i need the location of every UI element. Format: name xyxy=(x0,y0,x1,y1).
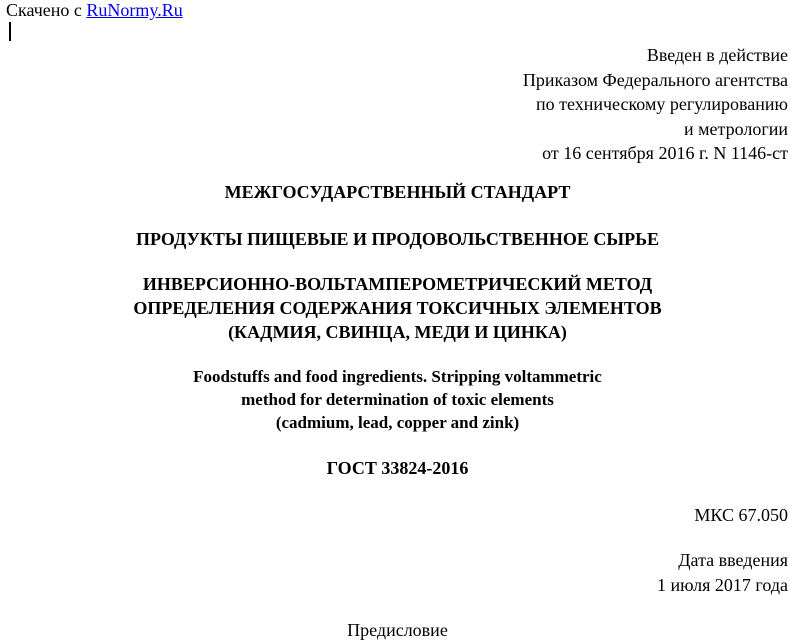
enactment-line: Введен в действие xyxy=(646,45,788,65)
enactment-line: по техническому регулированию xyxy=(535,94,788,114)
download-source-line xyxy=(6,0,183,20)
title-method-heading xyxy=(0,272,790,344)
gost-number-heading: ГОСТ 33824-2016 xyxy=(326,458,469,478)
text-cursor xyxy=(9,22,11,41)
foreword-heading: Предисловие xyxy=(347,620,448,640)
effective-date-block xyxy=(657,548,788,597)
standard-type-heading: МЕЖГОСУДАРСТВЕННЫЙ СТАНДАРТ xyxy=(224,182,571,202)
enactment-line: Приказом Федерального агентства xyxy=(522,69,788,90)
download-source-prefix: Скачено с xyxy=(6,0,82,20)
title-method-line: ОПРЕДЕЛЕНИЯ СОДЕРЖАНИЯ ТОКСИЧНЫХ ЭЛЕМЕНТОВ xyxy=(133,298,662,318)
enactment-line: от 16 сентября 2016 г. N 1146-ст xyxy=(542,143,788,163)
enactment-block xyxy=(523,43,788,166)
effective-date-value: 1 июля 2017 года xyxy=(657,574,788,595)
effective-date-label: Дата введения xyxy=(678,550,788,570)
title-main-heading: ПРОДУКТЫ ПИЩЕВЫЕ И ПРОДОВОЛЬСТВЕННОЕ СЫРЬЕ xyxy=(136,229,659,249)
title-method-line: (КАДМИЯ, СВИНЦА, МЕДИ И ЦИНКА) xyxy=(228,322,567,342)
title-method-line: ИНВЕРСИОННО-ВОЛЬТАМПЕРОМЕТРИЧЕСКИЙ МЕТОД xyxy=(142,274,653,294)
enactment-line: и метрологии xyxy=(684,118,788,139)
runormy-link[interactable]: RuNormy.Ru xyxy=(86,0,183,20)
mks-code: МКС 67.050 xyxy=(694,505,788,525)
title-english-heading xyxy=(0,365,790,434)
title-english-line: method for determination of toxic elements xyxy=(241,390,554,409)
title-english-line: Foodstuffs and food ingredients. Stripping voltammetric xyxy=(193,367,602,386)
title-english-line: (cadmium, lead, copper and zink) xyxy=(275,413,520,432)
